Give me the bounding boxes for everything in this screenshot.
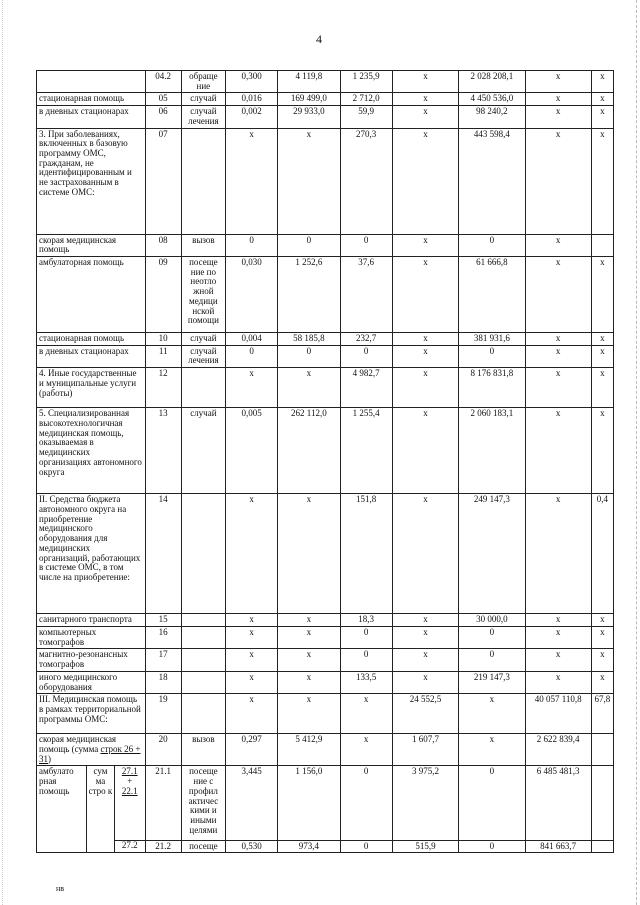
table-row — [37, 128, 614, 234]
row-value: 4 119,8 — [278, 71, 340, 93]
row-value: 37,6 — [340, 257, 392, 333]
footer-mark: нв — [56, 884, 65, 893]
row-value: 262 112,0 — [278, 408, 340, 494]
row-value: 151,8 — [340, 494, 392, 614]
budget-table — [36, 70, 614, 853]
amb-sum-label: сум ма стро к — [86, 766, 114, 852]
table-row — [37, 766, 614, 840]
row-value: x — [591, 71, 613, 93]
row-value: 0,005 — [225, 408, 277, 494]
table-row — [37, 345, 614, 367]
row-code: 18 — [145, 671, 181, 693]
row-value: x — [525, 257, 591, 333]
row-value: 515,9 — [392, 840, 458, 853]
row-value: x — [278, 494, 340, 614]
amb-label-cell — [37, 766, 146, 853]
row-value: x — [525, 71, 591, 93]
row-value: 40 057 110,8 — [525, 694, 591, 734]
row-unit — [181, 128, 225, 234]
row-value: x — [459, 734, 525, 766]
row-value: x — [525, 408, 591, 494]
row-value: x — [278, 128, 340, 234]
row-value: x — [591, 649, 613, 671]
table-row — [37, 408, 614, 494]
row-unit: вызов — [181, 734, 225, 766]
row-value: x — [591, 93, 613, 106]
amb-ref3: 27.2 — [114, 840, 144, 852]
row-unit: случай лечения — [181, 345, 225, 367]
row-value: 4 450 536,0 — [459, 93, 525, 106]
row-value: 0,016 — [225, 93, 277, 106]
row-value: 98 240,2 — [459, 106, 525, 128]
row-unit: случай — [181, 333, 225, 346]
row-value: 0,004 — [225, 333, 277, 346]
row-name: 5. Специализированная высокотехнологичная медицинская помощь, оказываемая в медицинских организациях автономного округа — [37, 408, 146, 494]
row-unit: посеще ние по неотло жной медици нской помощи — [181, 257, 225, 333]
row-value: x — [591, 257, 613, 333]
table-row — [37, 626, 614, 648]
row-code: 09 — [145, 257, 181, 333]
row-value: x — [525, 345, 591, 367]
row-value: 3 975,2 — [392, 766, 458, 840]
row-name-end: ) — [48, 753, 51, 764]
row-value: x — [225, 671, 277, 693]
scan-edge-right — [636, 0, 637, 905]
row-code: 19 — [145, 694, 181, 734]
row-name: в дневных стационарах — [37, 106, 146, 128]
row-value: 0 — [340, 649, 392, 671]
row-value: 0 — [459, 766, 525, 840]
row-value: x — [392, 649, 458, 671]
row-value: 0 — [340, 626, 392, 648]
row-name: иного медицинского оборудования — [37, 671, 146, 693]
row-value: 0 — [340, 234, 392, 256]
row-value: 0 — [459, 840, 525, 853]
row-value: 973,4 — [278, 840, 340, 853]
row-value: 133,5 — [340, 671, 392, 693]
table-row — [37, 494, 614, 614]
row-unit — [181, 494, 225, 614]
row-unit: случай — [181, 408, 225, 494]
row-code: 16 — [145, 626, 181, 648]
row-value: x — [225, 614, 277, 627]
row-value: 3,445 — [225, 766, 277, 840]
row-value: x — [525, 614, 591, 627]
scan-edge-left — [2, 0, 3, 905]
row-value: 0 — [459, 649, 525, 671]
row-value: 381 931,6 — [459, 333, 525, 346]
row-unit: посеще ние с профил актичес кими и иными целями — [181, 766, 225, 840]
row-value: x — [525, 333, 591, 346]
row-value: 0,297 — [225, 734, 277, 766]
row-unit — [181, 671, 225, 693]
row-value: 0 — [340, 345, 392, 367]
row-value: x — [591, 671, 613, 693]
row-value: 2 060 183,1 — [459, 408, 525, 494]
row-value: x — [591, 106, 613, 128]
row-unit — [181, 626, 225, 648]
row-name: скорая медицинская помощь — [37, 234, 146, 256]
row-value: x — [225, 494, 277, 614]
row-value: x — [591, 333, 613, 346]
row-value: 5 412,9 — [278, 734, 340, 766]
row-value: x — [278, 626, 340, 648]
row-code: 11 — [145, 345, 181, 367]
row-value: x — [392, 614, 458, 627]
row-value: 67,8 — [591, 694, 613, 734]
amb-ref2: 22.1 — [121, 785, 138, 796]
row-code: 12 — [145, 368, 181, 408]
table-row — [37, 71, 614, 93]
row-code: 07 — [145, 128, 181, 234]
row-code: 20 — [145, 734, 181, 766]
row-value: x — [392, 71, 458, 93]
row-value: 0 — [459, 345, 525, 367]
row-value: 6 485 481,3 — [525, 766, 591, 840]
row-value: x — [591, 368, 613, 408]
row-name: III. Медицинская помощь в рамках территориальной программы ОМС: — [37, 694, 146, 734]
row-value: 30 000,0 — [459, 614, 525, 627]
row-unit: посеще — [181, 840, 225, 853]
row-code: 04.2 — [145, 71, 181, 93]
row-value: 0 — [340, 766, 392, 840]
table-row — [37, 106, 614, 128]
row-value: x — [392, 368, 458, 408]
row-name-ref: строк 26 + 31 — [39, 743, 141, 764]
row-value: 1 156,0 — [278, 766, 340, 840]
row-code: 05 — [145, 93, 181, 106]
row-value: x — [392, 626, 458, 648]
row-unit: вызов — [181, 234, 225, 256]
row-value: x — [525, 234, 591, 256]
row-name: II. Средства бюджета автономного округа на приобретение медицинского оборудования для медицинских организаций, работающих в системе ОМС, в том числе на приобретение: — [37, 494, 146, 614]
row-value: 2 622 839,4 — [525, 734, 591, 766]
row-value: 249 147,3 — [459, 494, 525, 614]
row-value: x — [591, 614, 613, 627]
row-value: x — [340, 694, 392, 734]
amb-ref1: 27.1 — [121, 766, 138, 777]
row-value: x — [392, 671, 458, 693]
table-row — [37, 93, 614, 106]
row-value: x — [278, 368, 340, 408]
row-name: стационарная помощь — [37, 333, 146, 346]
row-value: x — [340, 734, 392, 766]
amb-refs — [114, 766, 144, 840]
row-value: x — [225, 368, 277, 408]
row-value: 2 712,0 — [340, 93, 392, 106]
row-value: 61 666,8 — [459, 257, 525, 333]
table-row — [37, 234, 614, 256]
row-value — [591, 234, 613, 256]
row-code: 06 — [145, 106, 181, 128]
row-name: 3. При заболеваниях, включенных в базовую программу ОМС, гражданам, не идентифицированным и не застрахованным в системе ОМС: — [37, 128, 146, 234]
row-name: в дневных стационарах — [37, 345, 146, 367]
row-value: 219 147,3 — [459, 671, 525, 693]
row-value: 0 — [340, 840, 392, 853]
row-value: x — [591, 345, 613, 367]
row-code: 14 — [145, 494, 181, 614]
row-value: 0,030 — [225, 257, 277, 333]
row-value: 443 598,4 — [459, 128, 525, 234]
table-row — [37, 257, 614, 333]
row-value: 2 028 208,1 — [459, 71, 525, 93]
table-row — [37, 671, 614, 693]
table-row — [37, 368, 614, 408]
row-value: x — [591, 128, 613, 234]
row-value: 0 — [278, 234, 340, 256]
row-value: x — [392, 234, 458, 256]
row-value: x — [525, 106, 591, 128]
row-value: 1 235,9 — [340, 71, 392, 93]
row-value: x — [392, 494, 458, 614]
row-name: санитарного транспорта — [37, 614, 146, 627]
row-value: x — [392, 345, 458, 367]
row-unit — [181, 614, 225, 627]
row-value: 232,7 — [340, 333, 392, 346]
row-value — [591, 766, 613, 840]
row-unit: случай лечения — [181, 106, 225, 128]
row-value: x — [525, 671, 591, 693]
row-value: x — [278, 694, 340, 734]
table-row — [37, 649, 614, 671]
row-value: 841 663,7 — [525, 840, 591, 853]
row-code: 08 — [145, 234, 181, 256]
row-name — [37, 71, 146, 93]
row-value: 29 933,0 — [278, 106, 340, 128]
row-name — [37, 734, 146, 766]
row-value: 24 552,5 — [392, 694, 458, 734]
row-value: 169 499,0 — [278, 93, 340, 106]
row-code: 21.2 — [145, 840, 181, 853]
row-value: 270,3 — [340, 128, 392, 234]
row-value — [591, 840, 613, 853]
row-name: компьютерных томографов — [37, 626, 146, 648]
row-value: 4 982,7 — [340, 368, 392, 408]
row-value: x — [278, 671, 340, 693]
row-value: 58 185,8 — [278, 333, 340, 346]
row-value: x — [392, 408, 458, 494]
table-row — [37, 694, 614, 734]
row-value: x — [459, 694, 525, 734]
row-value: 59,9 — [340, 106, 392, 128]
row-value: x — [392, 106, 458, 128]
row-value: x — [525, 626, 591, 648]
row-value: 18,3 — [340, 614, 392, 627]
row-value: x — [392, 333, 458, 346]
row-name: магнитно-резонансных томографов — [37, 649, 146, 671]
row-code: 17 — [145, 649, 181, 671]
row-code: 15 — [145, 614, 181, 627]
row-value: x — [278, 614, 340, 627]
table-row — [37, 614, 614, 627]
row-value: 0,4 — [591, 494, 613, 614]
page-number: 4 — [316, 32, 322, 46]
row-value: x — [525, 494, 591, 614]
row-value: x — [225, 626, 277, 648]
row-value: x — [392, 128, 458, 234]
row-value: 0,300 — [225, 71, 277, 93]
row-value: x — [525, 649, 591, 671]
row-name-text: скорая медицинская помощь (сумма — [39, 734, 117, 754]
row-value: x — [225, 694, 277, 734]
row-value: x — [525, 128, 591, 234]
table-row — [37, 734, 614, 766]
row-value: x — [392, 93, 458, 106]
row-value: x — [392, 257, 458, 333]
row-value: x — [525, 93, 591, 106]
row-value: x — [225, 649, 277, 671]
row-code: 21.1 — [145, 766, 181, 840]
row-value: 8 176 831,8 — [459, 368, 525, 408]
row-value: 1 252,6 — [278, 257, 340, 333]
table-row — [37, 333, 614, 346]
row-value: 0 — [225, 234, 277, 256]
row-value: 0,530 — [225, 840, 277, 853]
row-value: 0 — [278, 345, 340, 367]
row-value: x — [591, 408, 613, 494]
row-unit: случай — [181, 93, 225, 106]
row-value — [591, 734, 613, 766]
row-value: x — [525, 368, 591, 408]
amb-ref-plus: + — [127, 776, 133, 787]
row-name: 4. Иные государственные и муниципальные услуги (работы) — [37, 368, 146, 408]
row-name: стационарная помощь — [37, 93, 146, 106]
row-value: x — [225, 128, 277, 234]
row-value: 0 — [225, 345, 277, 367]
row-value: 0 — [459, 626, 525, 648]
row-name: амбулаторная помощь — [37, 257, 146, 333]
row-value: 0 — [459, 234, 525, 256]
row-code: 10 — [145, 333, 181, 346]
row-value: 1 607,7 — [392, 734, 458, 766]
row-unit — [181, 649, 225, 671]
amb-label: амбулато рная помощь — [37, 766, 86, 852]
row-unit — [181, 368, 225, 408]
row-value: x — [278, 649, 340, 671]
row-value: 0,002 — [225, 106, 277, 128]
row-value: 1 255,4 — [340, 408, 392, 494]
row-code: 13 — [145, 408, 181, 494]
row-unit: обраще ние — [181, 71, 225, 93]
row-value: x — [591, 626, 613, 648]
row-unit — [181, 694, 225, 734]
